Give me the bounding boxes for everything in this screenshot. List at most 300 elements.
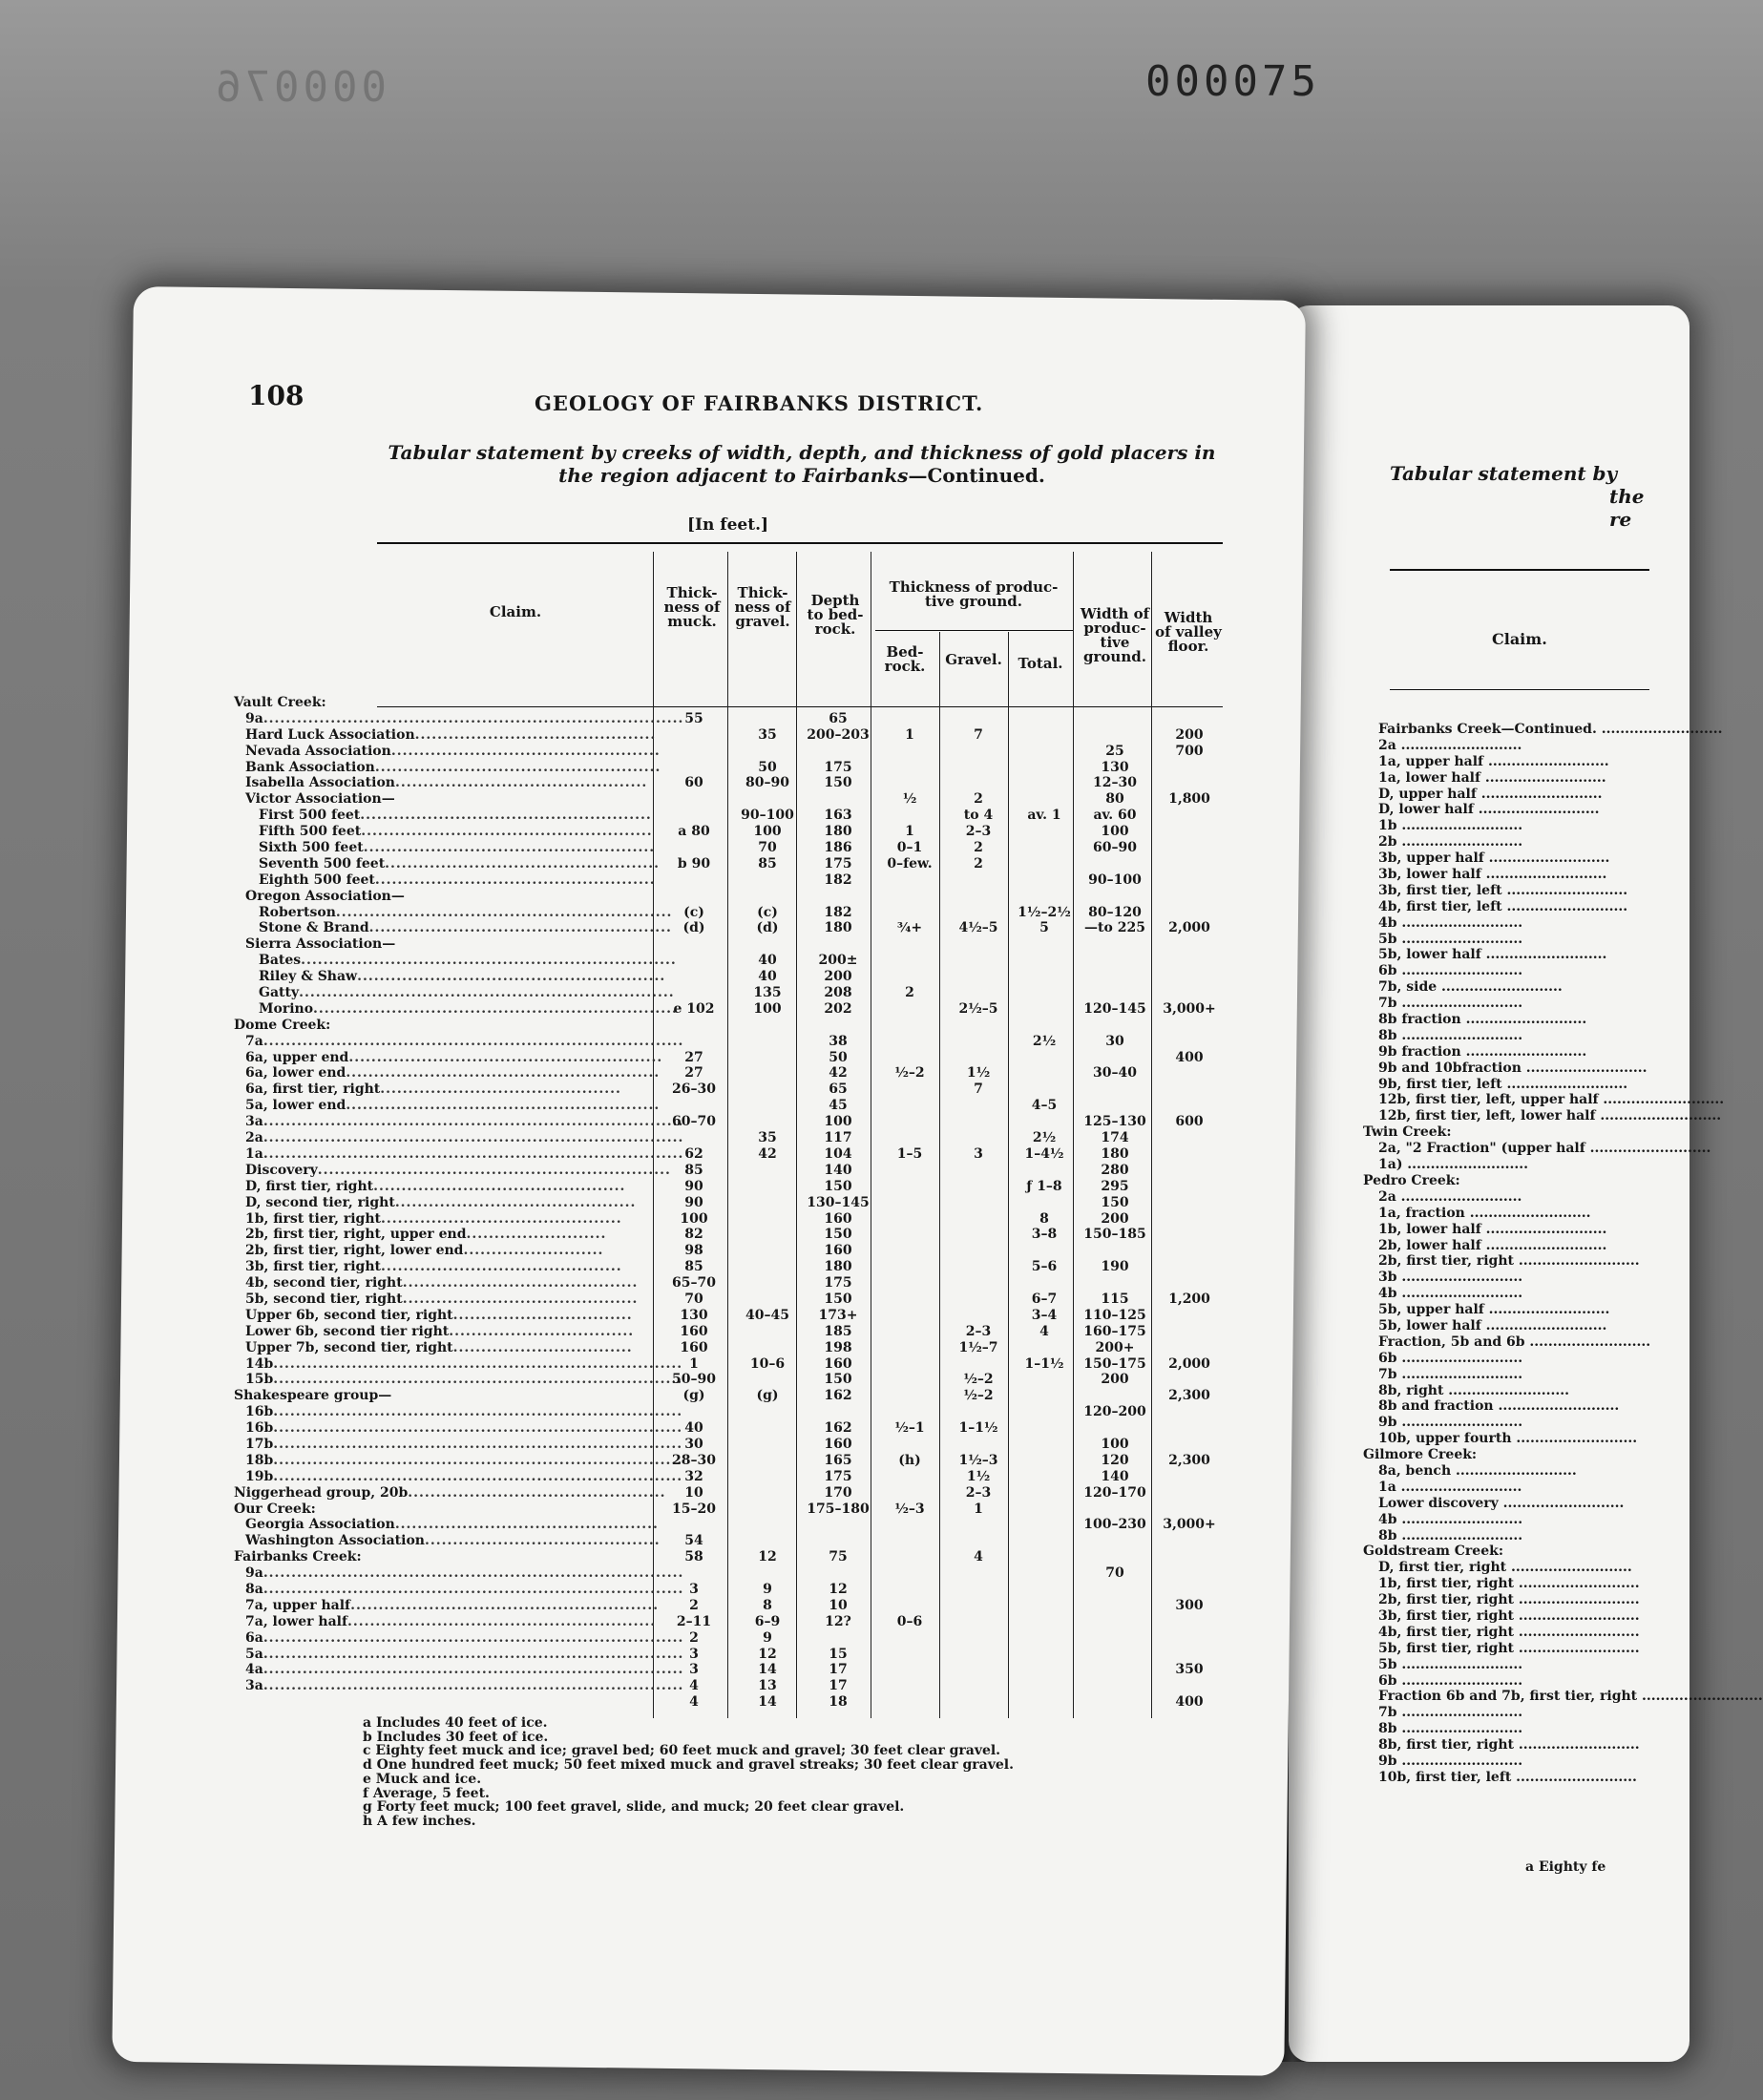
claim-cell: 7a, lower half....................................................... xyxy=(245,1613,657,1629)
prod-gravel-cell xyxy=(944,1598,1013,1614)
table-row xyxy=(234,1469,1227,1485)
table-row xyxy=(234,1130,1227,1146)
right-page-row: 1a, upper half .......................... xyxy=(1378,753,1609,769)
depth-cell: 150 xyxy=(824,1178,852,1194)
claim-cell: 4b, second tier, right.......................................... xyxy=(245,1275,639,1292)
total-cell xyxy=(1013,1195,1076,1211)
bedrock-cell xyxy=(875,808,944,824)
width-productive-cell: 180 xyxy=(1101,1145,1129,1162)
right-page-row: 4b .......................... xyxy=(1378,1511,1523,1527)
muck-cell xyxy=(654,872,734,889)
prod-gravel-cell xyxy=(944,1259,1013,1275)
muck-cell xyxy=(654,727,734,744)
depth-cell: 160 xyxy=(824,1355,852,1372)
right-page-row: 2a, "2 Fraction" (upper half .......................... xyxy=(1378,1141,1711,1157)
width-valley-cell xyxy=(1154,775,1225,791)
muck-cell: 130 xyxy=(680,1307,708,1323)
leader-dots: ........................................... xyxy=(380,1082,621,1098)
gravel-cell xyxy=(734,1469,801,1485)
width-valley-cell: 2,000 xyxy=(1168,1355,1210,1372)
footnote: d One hundred feet muck; 50 feet mixed muck and gravel streaks; 30 feet clear gravel. xyxy=(363,1757,1014,1774)
width-productive-cell: 125–130 xyxy=(1083,1114,1146,1130)
prod-gravel-cell xyxy=(944,1098,1013,1114)
prod-gravel-cell: 1–1½ xyxy=(958,1420,998,1437)
right-page-row: 1b, first tier, right .......................... xyxy=(1378,1576,1640,1592)
bedrock-cell xyxy=(875,1292,944,1308)
width-valley-cell xyxy=(1154,1227,1225,1243)
depth-cell xyxy=(801,889,875,905)
right-header-rule xyxy=(1390,689,1649,690)
bedrock-cell xyxy=(875,953,944,969)
footnote: a Includes 40 feet of ice. xyxy=(363,1715,548,1731)
muck-cell: 4 xyxy=(689,1678,699,1694)
width-productive-cell: 25 xyxy=(1105,743,1124,759)
depth-cell: 175–180 xyxy=(807,1501,870,1517)
total-cell xyxy=(1013,1582,1076,1598)
depth-cell: 75 xyxy=(829,1549,848,1565)
muck-cell: b 90 xyxy=(677,855,711,872)
leader-dots: ......................................................................... xyxy=(273,1404,683,1420)
bedrock-cell xyxy=(875,1437,944,1453)
prod-gravel-cell: 2½–5 xyxy=(958,1000,998,1017)
gravel-cell xyxy=(734,1292,801,1308)
leader-dots: ................................................ xyxy=(390,743,661,759)
bedrock-cell xyxy=(875,1324,944,1340)
muck-cell: 10 xyxy=(684,1484,703,1501)
gravel-cell: 12 xyxy=(758,1646,777,1662)
right-page-row: 3b .......................... xyxy=(1378,1270,1523,1286)
claim-cell: Shakespeare group— xyxy=(234,1388,392,1404)
muck-cell xyxy=(654,791,734,808)
leader-dots: ........................................................ xyxy=(348,1049,663,1065)
bedrock-cell xyxy=(875,1388,944,1404)
width-productive-cell: 100 xyxy=(1101,1436,1129,1452)
claim-cell: 6a........................................................................... xyxy=(245,1629,684,1646)
width-valley-cell xyxy=(1154,872,1225,889)
muck-cell xyxy=(654,889,734,905)
depth-cell: 173+ xyxy=(818,1307,858,1323)
bedrock-cell xyxy=(875,1565,944,1582)
gravel-cell xyxy=(734,695,801,711)
bedrock-cell xyxy=(875,1227,944,1243)
table-row xyxy=(234,1404,1227,1420)
leader-dots: ........................................................................... xyxy=(262,1629,684,1646)
width-valley-cell xyxy=(1154,1034,1225,1050)
depth-cell: 200 xyxy=(824,969,852,985)
width-valley-cell: 400 xyxy=(1175,1694,1204,1711)
header-productive-group: Thickness of produc-tive ground. xyxy=(889,578,1059,610)
leader-dots: ............................................................... xyxy=(317,1162,671,1178)
gravel-cell: 85 xyxy=(758,855,777,872)
right-page-row: 5b .......................... xyxy=(1378,1656,1523,1672)
table-row xyxy=(234,1694,1227,1711)
bedrock-cell: ½ xyxy=(902,791,917,808)
right-page-row: 5b .......................... xyxy=(1378,931,1523,947)
width-valley-cell xyxy=(1154,711,1225,727)
table-row xyxy=(234,808,1227,824)
right-page-row: 6b .......................... xyxy=(1378,1350,1523,1366)
right-page-row: 6b .......................... xyxy=(1378,963,1523,979)
prod-gravel-cell xyxy=(944,1114,1013,1130)
muck-cell xyxy=(654,985,734,1001)
table-row xyxy=(234,744,1227,760)
leader-dots: ............................................... xyxy=(394,1517,659,1533)
total-cell: 1½–2½ xyxy=(1018,904,1071,920)
prod-gravel-cell xyxy=(944,905,1013,921)
table-row xyxy=(234,1565,1227,1582)
gravel-cell xyxy=(734,1259,801,1275)
width-valley-cell xyxy=(1154,1502,1225,1518)
width-valley-cell xyxy=(1154,1565,1225,1582)
muck-cell xyxy=(654,808,734,824)
muck-cell: 3 xyxy=(689,1581,699,1597)
width-valley-cell xyxy=(1154,1018,1225,1034)
width-productive-cell: 60–90 xyxy=(1093,840,1137,856)
width-valley-cell xyxy=(1154,1678,1225,1694)
prod-gravel-cell xyxy=(944,985,1013,1001)
muck-cell: a 80 xyxy=(678,824,710,840)
claim-cell: 14b......................................................................... xyxy=(245,1355,683,1372)
depth-cell xyxy=(801,1533,875,1549)
width-productive-cell: 200 xyxy=(1101,1210,1129,1227)
ghost-stamp: 000076 xyxy=(212,63,387,112)
width-valley-cell: 700 xyxy=(1175,743,1204,759)
claim-cell: Our Creek: xyxy=(234,1501,316,1517)
total-cell xyxy=(1013,872,1076,889)
muck-cell: 28–30 xyxy=(672,1452,716,1468)
depth-cell: 175 xyxy=(824,1468,852,1484)
bedrock-cell xyxy=(875,1211,944,1228)
depth-cell: 17 xyxy=(829,1678,848,1694)
table-row xyxy=(234,1437,1227,1453)
claim-cell: 4a........................................................................... xyxy=(245,1662,684,1678)
muck-cell: (d) xyxy=(682,920,705,936)
leader-dots: ......................................................................... xyxy=(273,1355,683,1372)
muck-cell: 15–20 xyxy=(672,1501,716,1517)
table-body xyxy=(234,695,1227,1711)
table-row xyxy=(234,920,1227,936)
depth-cell: 150 xyxy=(824,1227,852,1243)
prod-gravel-cell xyxy=(944,1292,1013,1308)
bedrock-cell xyxy=(875,889,944,905)
gravel-cell xyxy=(734,1227,801,1243)
width-valley-cell xyxy=(1154,695,1225,711)
prod-gravel-cell: 2–3 xyxy=(965,824,992,840)
header-muck: Thick-ness of muck. xyxy=(663,584,721,630)
prod-gravel-cell xyxy=(944,1195,1013,1211)
productive-group-rule xyxy=(875,630,1073,631)
bedrock-cell xyxy=(875,760,944,776)
width-valley-cell xyxy=(1154,1647,1225,1663)
width-valley-cell xyxy=(1154,905,1225,921)
right-page-row: 8a, bench .......................... xyxy=(1378,1462,1577,1479)
bedrock-cell: (h) xyxy=(898,1452,921,1468)
width-productive-cell: 120–170 xyxy=(1083,1484,1146,1501)
leader-dots: ......................... xyxy=(463,1243,604,1259)
caption-line2: the region adjacent to Fairbanks xyxy=(558,464,909,487)
right-page-row: 10b, upper fourth .......................... xyxy=(1378,1431,1638,1447)
document-stamp: 000075 xyxy=(1145,57,1320,106)
muck-cell xyxy=(654,840,734,856)
right-page-row: 9b and 10bfraction .......................... xyxy=(1378,1060,1648,1076)
total-cell xyxy=(1013,1453,1076,1469)
leader-dots: .................................................. xyxy=(374,872,656,888)
prod-gravel-cell: 1½ xyxy=(966,1468,991,1484)
right-page-row: Lower discovery .......................... xyxy=(1378,1495,1625,1511)
gravel-cell xyxy=(734,1050,801,1066)
width-productive-cell xyxy=(1076,1082,1154,1098)
table-row xyxy=(234,760,1227,776)
gravel-cell: 14 xyxy=(758,1694,777,1711)
depth-cell xyxy=(801,1630,875,1647)
claim-cell: Bates................................................................... xyxy=(259,953,677,969)
gravel-cell xyxy=(734,1179,801,1195)
width-valley-cell xyxy=(1154,1130,1225,1146)
bedrock-cell xyxy=(875,1001,944,1018)
leader-dots: ................................................................. xyxy=(313,1000,678,1017)
claim-cell: Isabella Association............................................. xyxy=(245,775,648,791)
right-page-row: 3b, lower half .......................... xyxy=(1378,867,1607,883)
leader-dots: ........................................... xyxy=(414,726,657,743)
bedrock-cell xyxy=(875,1469,944,1485)
width-productive-cell xyxy=(1076,1388,1154,1404)
right-caption-line2: the re xyxy=(1609,485,1645,531)
depth-cell xyxy=(801,791,875,808)
width-productive-cell xyxy=(1076,856,1154,872)
muck-cell: 65–70 xyxy=(672,1275,716,1292)
right-page-row: 1a .......................... xyxy=(1378,1479,1522,1495)
table-row xyxy=(234,1227,1227,1243)
width-valley-cell: 3,000+ xyxy=(1163,1000,1216,1017)
prod-gravel-cell xyxy=(944,775,1013,791)
width-valley-cell xyxy=(1154,1098,1225,1114)
muck-cell: 32 xyxy=(684,1468,703,1484)
total-cell: 5–6 xyxy=(1031,1259,1058,1275)
right-page-row: 12b, first tier, left, lower half .......................... xyxy=(1378,1108,1722,1124)
leader-dots: ........................................... xyxy=(394,1194,637,1210)
table-row xyxy=(234,695,1227,711)
muck-cell xyxy=(654,953,734,969)
width-productive-cell xyxy=(1076,889,1154,905)
prod-gravel-cell: 7 xyxy=(974,726,983,743)
table-row xyxy=(234,1065,1227,1082)
right-page-row: 7b .......................... xyxy=(1378,1705,1523,1721)
muck-cell: (c) xyxy=(683,904,704,920)
claim-cell: Upper 7b, second tier, right................................ xyxy=(245,1339,633,1355)
gravel-cell xyxy=(734,1114,801,1130)
gravel-cell: 70 xyxy=(758,840,777,856)
width-valley-cell: 2,300 xyxy=(1168,1388,1210,1404)
muck-cell: 2–11 xyxy=(676,1613,712,1629)
muck-cell xyxy=(654,1130,734,1146)
width-valley-cell: 1,800 xyxy=(1168,791,1210,808)
prod-gravel-cell xyxy=(944,1647,1013,1663)
table-row xyxy=(234,1678,1227,1694)
claim-cell: 9a........................................................................... xyxy=(245,1565,684,1582)
leader-dots: ........................................................ xyxy=(346,1098,661,1114)
width-productive-cell xyxy=(1076,727,1154,744)
bedrock-cell xyxy=(875,695,944,711)
claim-cell: Dome Creek: xyxy=(234,1017,331,1033)
right-page-row: D, first tier, right .......................... xyxy=(1378,1560,1632,1576)
depth-cell: 198 xyxy=(824,1339,852,1355)
width-productive-cell xyxy=(1076,1662,1154,1678)
leader-dots: ........................................................................... xyxy=(262,1114,684,1130)
right-page-row: 2b, first tier, right .......................... xyxy=(1378,1592,1640,1608)
claim-cell: 2a........................................................................... xyxy=(245,1130,684,1146)
table-top-rule xyxy=(377,542,1223,544)
right-page-row: D, upper half .......................... xyxy=(1378,786,1603,802)
total-cell xyxy=(1013,1678,1076,1694)
depth-cell xyxy=(801,1517,875,1533)
leader-dots: ................................................................... xyxy=(301,953,677,969)
right-page-row: 12b, first tier, left, upper half .......................... xyxy=(1378,1092,1725,1108)
leader-dots: ........................................... xyxy=(380,1259,622,1275)
width-productive-cell: 280 xyxy=(1101,1162,1129,1178)
gravel-cell xyxy=(734,1324,801,1340)
claim-cell: 19b......................................................................... xyxy=(245,1468,683,1484)
total-cell xyxy=(1013,1630,1076,1647)
total-cell xyxy=(1013,1420,1076,1437)
claim-cell: 3a........................................................................... xyxy=(245,1114,684,1130)
table-row xyxy=(234,1549,1227,1565)
gravel-cell: 9 xyxy=(763,1581,772,1597)
gravel-cell xyxy=(734,1372,801,1388)
table-row xyxy=(234,1195,1227,1211)
right-page-row: 1b .......................... xyxy=(1378,818,1523,834)
width-productive-cell: 70 xyxy=(1105,1565,1124,1582)
bedrock-cell xyxy=(875,775,944,791)
depth-cell xyxy=(801,1404,875,1420)
depth-cell: 162 xyxy=(824,1420,852,1437)
header-bedrock: Bed-rock. xyxy=(884,643,926,675)
muck-cell xyxy=(654,695,734,711)
total-cell: 2½ xyxy=(1032,1130,1057,1146)
bedrock-cell xyxy=(875,1259,944,1275)
depth-cell: 182 xyxy=(824,904,852,920)
right-page-row: 5b, upper half .......................... xyxy=(1378,1302,1610,1318)
width-productive-cell xyxy=(1076,1678,1154,1694)
bedrock-cell xyxy=(875,1114,944,1130)
right-footnote: a Eighty fe xyxy=(1525,1859,1606,1875)
header-width-valley: Width of valley floor. xyxy=(1155,609,1222,655)
total-cell: 4 xyxy=(1039,1323,1049,1339)
width-valley-cell: 200 xyxy=(1175,726,1204,743)
muck-cell: 60 xyxy=(684,775,703,791)
claim-cell: Discovery............................................................... xyxy=(245,1162,671,1178)
right-page-row: Goldstream Creek: xyxy=(1363,1544,1503,1560)
right-claim-header: Claim. xyxy=(1492,630,1547,648)
muck-cell: (g) xyxy=(682,1388,705,1404)
footnotes xyxy=(363,1716,1203,1829)
width-valley-cell xyxy=(1154,1485,1225,1502)
leader-dots: ............................................. xyxy=(373,1178,626,1194)
gravel-cell xyxy=(734,1034,801,1050)
bedrock-cell: 1 xyxy=(905,824,914,840)
right-page-row: Fraction 6b and 7b, first tier, right .......................... xyxy=(1378,1689,1763,1705)
prod-gravel-cell xyxy=(944,953,1013,969)
bedrock-cell xyxy=(875,1034,944,1050)
footnote: f Average, 5 feet. xyxy=(363,1785,490,1801)
width-productive-cell: 80 xyxy=(1105,791,1124,808)
gravel-cell xyxy=(734,1018,801,1034)
leader-dots: ......................... xyxy=(466,1227,607,1243)
claim-cell: Bank Association................................................... xyxy=(245,759,661,775)
muck-cell: 58 xyxy=(684,1549,703,1565)
right-page-row: 9b, first tier, left .......................... xyxy=(1378,1076,1628,1092)
gravel-cell: 40 xyxy=(758,953,777,969)
leader-dots: ................................................................... xyxy=(299,985,675,1001)
bedrock-cell xyxy=(875,1662,944,1678)
width-productive-cell: 200+ xyxy=(1095,1339,1135,1355)
width-productive-cell xyxy=(1076,1502,1154,1518)
width-valley-cell xyxy=(1154,1082,1225,1098)
width-productive-cell: 130 xyxy=(1101,759,1129,775)
claim-cell: 5a........................................................................... xyxy=(245,1646,684,1662)
right-page-row: 2a .......................... xyxy=(1378,737,1522,753)
depth-cell: 130–145 xyxy=(807,1194,870,1210)
leader-dots: ......................................................................... xyxy=(273,1420,683,1437)
claim-cell: Sixth 500 feet.................................................... xyxy=(259,840,656,856)
right-page-row: 3b, upper half .......................... xyxy=(1378,850,1610,867)
width-productive-cell xyxy=(1076,1647,1154,1663)
prod-gravel-cell xyxy=(944,1179,1013,1195)
table-row xyxy=(234,1598,1227,1614)
depth-cell: 185 xyxy=(824,1323,852,1339)
claim-cell: 7a........................................................................... xyxy=(245,1033,684,1049)
depth-cell: 65 xyxy=(829,710,848,726)
table-row xyxy=(234,1211,1227,1228)
right-page-row: 1a, lower half .......................... xyxy=(1378,769,1606,786)
total-cell: ƒ 1–8 xyxy=(1026,1178,1062,1194)
claim-cell: 1b, first tier, right........................................... xyxy=(245,1210,622,1227)
width-valley-cell xyxy=(1154,856,1225,872)
prod-gravel-cell: ½–2 xyxy=(963,1388,994,1404)
claim-cell: 2b, first tier, right, lower end......................... xyxy=(245,1243,604,1259)
table-row xyxy=(234,1356,1227,1373)
table-row xyxy=(234,856,1227,872)
bedrock-cell xyxy=(875,936,944,953)
leader-dots: ....................................................... xyxy=(347,1613,657,1629)
claim-cell: 18b......................................................................... xyxy=(245,1452,683,1468)
prod-gravel-cell: 7 xyxy=(974,1082,983,1098)
gravel-cell: 13 xyxy=(758,1678,777,1694)
depth-cell: 200± xyxy=(818,953,858,969)
right-page-row: 8b .......................... xyxy=(1378,1027,1523,1043)
claim-cell: Nevada Association................................................ xyxy=(245,743,661,759)
total-cell xyxy=(1013,1340,1076,1356)
muck-cell xyxy=(654,1565,734,1582)
width-productive-cell xyxy=(1076,1243,1154,1259)
muck-cell xyxy=(654,760,734,776)
bedrock-cell: 0–1 xyxy=(896,840,923,856)
muck-cell: 70 xyxy=(684,1291,703,1307)
muck-cell: 2 xyxy=(689,1597,699,1613)
claim-cell: First 500 feet.................................................... xyxy=(259,808,652,824)
bedrock-cell: ½–2 xyxy=(894,1065,925,1082)
total-cell xyxy=(1013,1533,1076,1549)
depth-cell: 175 xyxy=(824,855,852,872)
leader-dots: ......................................................................... xyxy=(273,1452,683,1468)
prod-gravel-cell xyxy=(944,1565,1013,1582)
claim-cell: Gatty................................................................... xyxy=(259,985,675,1001)
depth-cell: 200–203 xyxy=(807,726,870,743)
table-row xyxy=(234,1340,1227,1356)
running-head: GEOLOGY OF FAIRBANKS DISTRICT. xyxy=(535,391,984,415)
claim-cell: Eighth 500 feet.................................................. xyxy=(259,872,656,888)
gravel-cell: 12 xyxy=(758,1549,777,1565)
leader-dots: ........................................................................... xyxy=(262,1145,684,1162)
